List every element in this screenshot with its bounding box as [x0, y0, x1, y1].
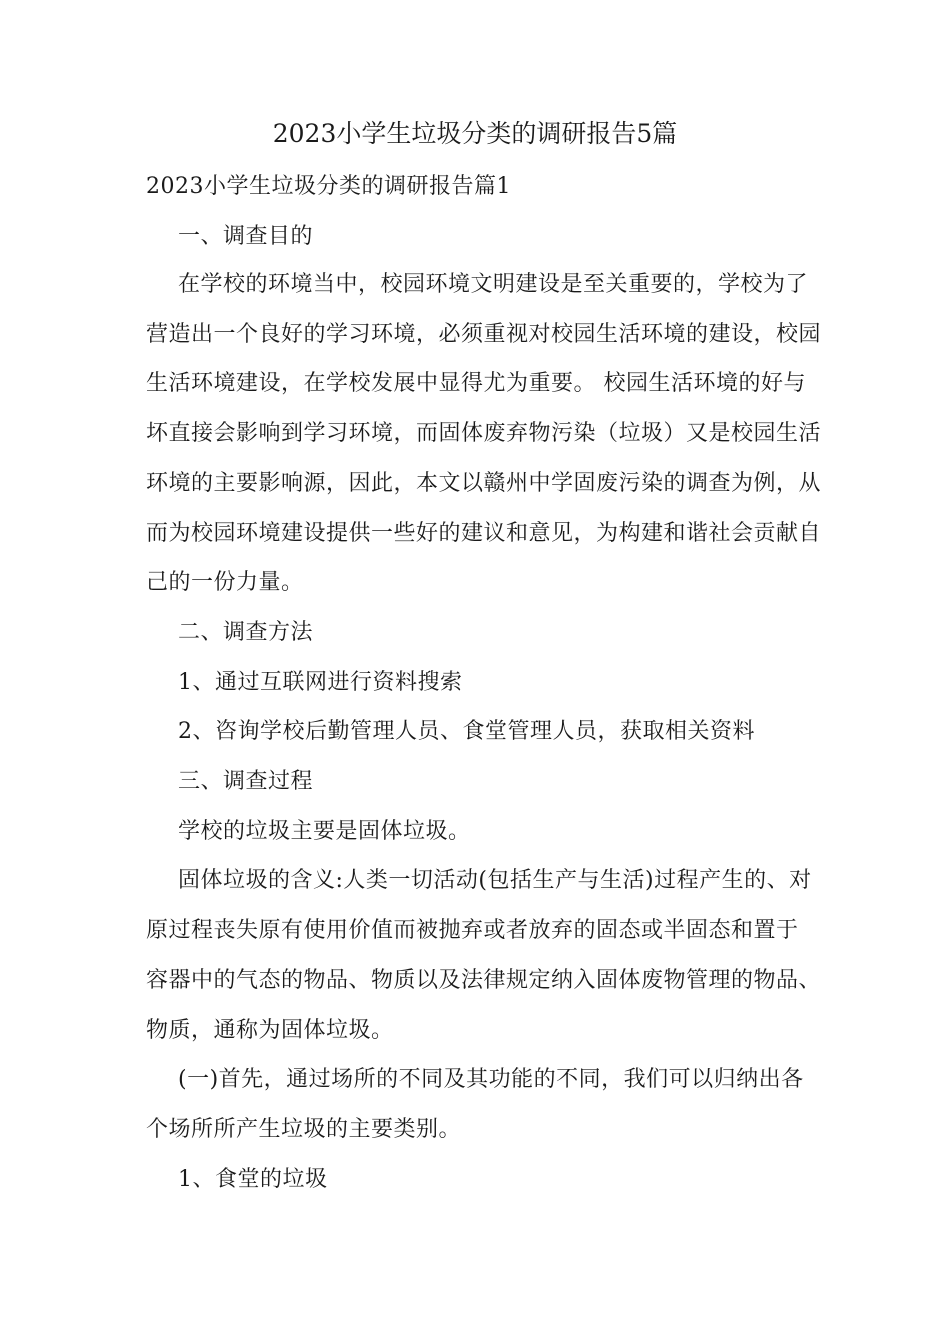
document-title: 2023小学生垃圾分类的调研报告5篇 — [272, 119, 678, 148]
paragraph-line: 固体垃圾的含义:人类一切活动(包括生产与生活)过程产生的、对 — [178, 868, 812, 893]
list-item: 1、食堂的垃圾 — [178, 1167, 328, 1192]
paragraph-line: 学校的垃圾主要是固体垃圾。 — [178, 819, 471, 844]
list-item: 2、咨询学校后勤管理人员、食堂管理人员，获取相关资料 — [178, 719, 755, 744]
paragraph-line: 坏直接会影响到学习环境，而固体废弃物污染（垃圾）又是校园生活 — [146, 421, 822, 446]
paragraph-line: 物质，通称为固体垃圾。 — [146, 1018, 394, 1043]
paragraph-line: 生活环境建设，在学校发展中显得尤为重要。 校园生活环境的好与 — [146, 371, 806, 396]
paragraph-line: 个场所所产生垃圾的主要类别。 — [146, 1117, 462, 1142]
paragraph-line: 环境的主要影响源，因此，本文以赣州中学固废污染的调查为例，从 — [146, 471, 822, 496]
heading-process: 三、调查过程 — [178, 769, 314, 794]
paragraph-line: 己的一份力量。 — [146, 570, 304, 595]
heading-purpose: 一、调查目的 — [178, 224, 314, 249]
paragraph-line: (一)首先，通过场所的不同及其功能的不同，我们可以归纳出各 — [178, 1067, 804, 1092]
paragraph-line: 容器中的气态的物品、物质以及法律规定纳入固体废物管理的物品、 — [146, 968, 822, 993]
paragraph-line: 原过程丧失原有使用价值而被抛弃或者放弃的固态或半固态和置于 — [146, 918, 799, 943]
paragraph-line: 营造出一个良好的学习环境，必须重视对校园生活环境的建设，校园 — [146, 322, 822, 347]
paragraph-line: 在学校的环境当中，校园环境文明建设是至关重要的，学校为了 — [178, 272, 809, 297]
paragraph-line: 而为校园环境建设提供一些好的建议和意见，为构建和谐社会贡献自 — [146, 521, 822, 546]
section-title: 2023小学生垃圾分类的调研报告篇1 — [146, 174, 511, 199]
heading-method: 二、调查方法 — [178, 620, 314, 645]
list-item: 1、通过互联网进行资料搜索 — [178, 670, 463, 695]
